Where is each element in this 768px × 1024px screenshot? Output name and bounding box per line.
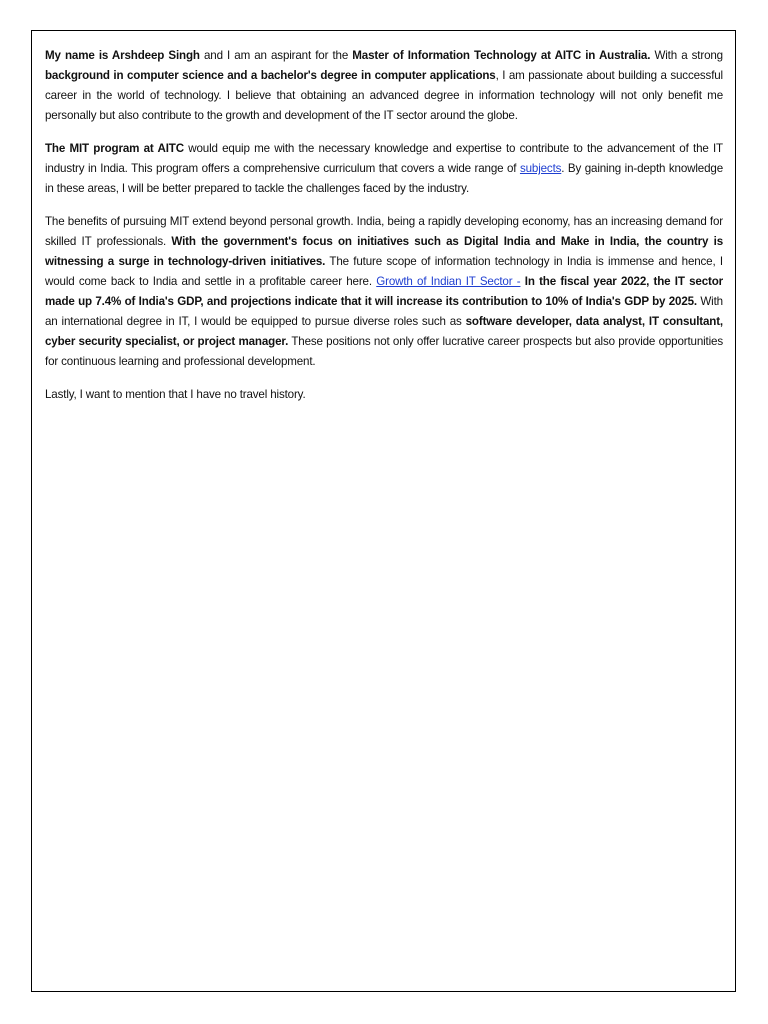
text-segment: With a strong (650, 49, 723, 62)
text-segment: Master of Information Technology at AITC in Australia. (352, 49, 651, 62)
text-segment: The future scope of information technology in India is immense and hence, I would come back to India and settle in a profitable career here. (45, 255, 723, 288)
paragraph-program (45, 139, 723, 199)
text-segment: background in computer science and a bachelor's degree in computer applications (45, 69, 496, 82)
text-segment: . By gaining in-depth knowledge in these areas, I will be better prepared to tackle the challenges faced by the industry. (45, 162, 723, 195)
document-body (45, 46, 723, 418)
text-segment: Lastly, I want to mention that I have no travel history. (45, 388, 306, 401)
subjects-link[interactable]: subjects (519, 162, 562, 175)
text-segment: With the government's focus on initiatives such as Digital India and Make in India, the country is witnessing a surge in technology-driven initiatives. (45, 235, 723, 268)
text-segment: The MIT program at AITC (45, 142, 184, 155)
paragraph-intro (45, 46, 723, 126)
text-segment: software developer, data analyst, IT consultant, cyber security specialist, or project manager. (45, 315, 723, 348)
text-segment: and I am an aspirant for the (199, 49, 353, 62)
text-segment: , I am passionate about building a successful career in the world of technology. I believe that obtaining an advanced degree in information technology will not only benefit me personally but also contribute to the growth and development of the IT sector around the globe. (45, 69, 723, 122)
text-segment: My name is Arshdeep Singh (45, 49, 200, 62)
paragraph-closing (45, 385, 723, 405)
growth-of-indian-it-sector-link[interactable]: Growth of Indian IT Sector - (376, 275, 521, 288)
text-segment: The benefits of pursuing MIT extend beyond personal growth. India, being a rapidly developing economy, has an increasing demand for skilled IT professionals. (45, 215, 723, 248)
text-segment: With an international degree in IT, I would be equipped to pursue diverse roles such as (45, 295, 723, 328)
text-segment: would equip me with the necessary knowledge and expertise to contribute to the advancement of the IT industry in India. This program offers a comprehensive curriculum that covers a wide range of (45, 142, 723, 175)
text-segment: These positions not only offer lucrative career prospects but also provide opportunities for continuous learning and professional development. (45, 335, 724, 368)
paragraph-benefits (45, 212, 723, 372)
text-segment: In the fiscal year 2022, the IT sector made up 7.4% of India's GDP, and projections indicate that it will increase its contribution to 10% of India's GDP by 2025. (45, 275, 723, 308)
